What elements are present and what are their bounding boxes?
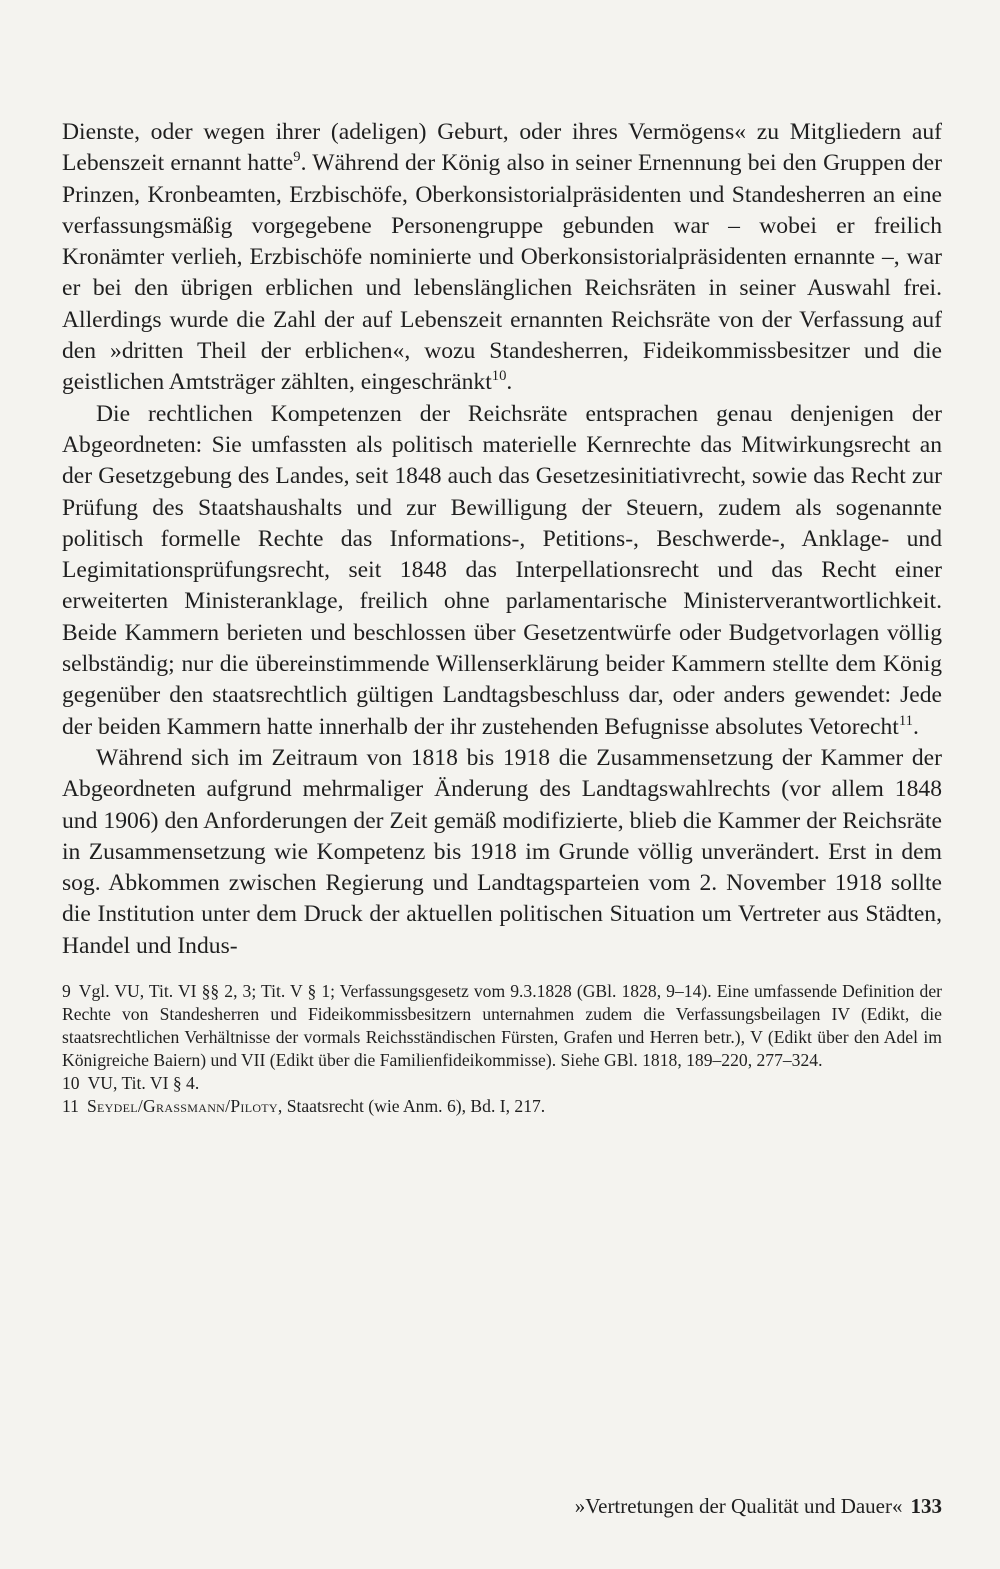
footnote-9 <box>62 980 942 1072</box>
page <box>62 117 942 1117</box>
page-number: 133 <box>910 1494 942 1518</box>
footnote-10-text: VU, Tit. VI § 4. <box>87 1072 200 1093</box>
footnote-11-author: Seydel/Grassmann/Piloty <box>86 1095 278 1116</box>
paragraph-1-continued: Während der König also in seiner Ernennung bei den Gruppen der Prinzen, Kronbeamten, Erzbischöfe, Oberkonsistorialpräsidenten und Standesherren an eine verfassungsmäßig vorgegebene Personengruppe gebunden war – wobei er freilich Kronämter verlieh, Erzbischöfe nominierte und Oberkonsistorialpräsidenten ernannte –, war er bei den übrigen erblichen und lebenslänglichen Reichsräten in seiner Auswahl frei. Allerdings wurde die Zahl der auf Lebenszeit ernannten Reichsräte von der Verfassung auf den »dritten Theil der erblichen«, wozu Standesherren, Fideikommissbesitzer und die geistlichen Amtsträger zählten, eingeschränkt <box>62 150 943 396</box>
paragraph-3-text: Während sich im Zeitraum von 1818 bis 1918 die Zusammensetzung der Kammer der Abgeordneten aufgrund mehrmaliger Änderung des Landtagswahlrechts (vor allem 1848 und 1906) den Anforderungen der Zeit gemäß modifizierte, blieb die Kammer der Reichsräte in Zusammensetzung wie Kompetenz bis 1918 im Grunde völlig unverändert. Erst in dem sog. Abkommen zwischen Regierung und Landtagsparteien vom 2. November 1918 sollte die Institution unter dem Druck der aktuellen politischen Situation um Vertreter aus Städten, Handel und Indus- <box>62 744 942 959</box>
paragraph-2-text: Die rechtlichen Kompetenzen der Reichsräte entsprachen genau denjenigen der Abgeordneten: Sie umfassten als politisch materielle Kernrechte das Mitwirkungsrecht an der Gesetzgebung des Landes, seit 1848 auch das Gesetzesinitiativrecht, sowie das Recht zur Prüfung des Staatshaushalts und zur Bewilligung der Steuern, zudem als sogenannte politisch formelle Rechte das Informations-, Petitions-, Beschwerde-, Anklage- und Legimitationsprüfungsrecht, seit 1848 das Interpellationsrecht und das Recht einer erweiterten Ministeranklage, freilich ohne parlamentarische Ministerverantwortlichkeit. Beide Kammern berieten und beschlossen über Gesetzentwürfe oder Budgetvorlagen völlig selbständig; nur die übereinstimmende Willenserklärung beider Kammern stellte dem König gegenüber den staatsrechtlich gültigen Landtagsbeschluss dar, oder anders gewendet: Jede der beiden Kammern hatte innerhalb der ihr zustehenden Befugnisse absolutes Vetorecht <box>62 400 942 740</box>
footnote-9-text: Vgl. VU, Tit. VI §§ 2, 3; Tit. V § 1; Verfassungsgesetz vom 9.3.1828 (GBl. 1828, 9–14). Eine umfassende Definition der Rechte von Standesherren und Fideikommissbesitzern unternahmen zudem die Verfassungsbeilagen IV (Edikt, die staatsrechtlichen Verhältnisse der vormals Reichsständischen Fürsten, Grafen und Herren betr.), V (Edikt über den Adel im Königreiche Baiern) und VII (Edikt über die Familienfideikommisse). Siehe GBl. 1818, 189–220, 277–324. <box>62 981 942 1070</box>
footnote-11-text: , Staatsrecht (wie Anm. 6), Bd. I, 217. <box>277 1095 546 1116</box>
paragraph-3 <box>62 743 942 962</box>
paragraph-1: Dienste, oder wegen ihrer (adeligen) Geburt, oder ihres Vermögens« zu Mitgliedern auf Lebenszeit ernannt hatte$^9$. Während der König also in seiner Ernennung bei den Gruppen der Prinzen, Kronbeamten, Erzbischöfe, Oberkonsistorialpräsidenten und Standesherren an eine verfassungsmäßig vorgegebene Personengruppe gebunden war – wobei er freilich Kronämter verlieh, Erzbischöfe nominierte und Oberkonsistorialpräsidenten ernannte –, war er bei den übrigen erblichen und lebenslänglichen Reichsräten in seiner Auswahl frei. Allerdings wurde die Zahl der auf Lebenszeit ernannten Reichsräte von der Verfassung auf den »dritten Theil der erblichen«, wozu Standesherren, Fideikommissbesitzer und die geistlichen Amtsträger zählten, eingeschränkt$^{10}$. <box>62 119 943 396</box>
footnote-10 <box>62 1072 942 1095</box>
page-footer <box>575 1493 942 1519</box>
paragraph-1-text: Dienste, oder wegen ihrer (adeligen) Geburt, oder ihres Vermögens« zu Mitgliedern auf Lebenszeit ernannt hatte <box>62 119 942 177</box>
footnote-ref-10[interactable]: 10 <box>491 368 507 385</box>
footnote-11-number: 11 <box>62 1095 79 1116</box>
footnote-ref-9[interactable]: 9 <box>293 149 301 166</box>
footnote-11 <box>62 1095 942 1118</box>
footnotes <box>62 980 942 1117</box>
footnote-ref-11[interactable]: 11 <box>898 712 913 729</box>
paragraph-2: Die rechtlichen Kompetenzen der Reichsräte entsprachen genau denjenigen der Abgeordneten: Sie umfassten als politisch materielle Kernrechte das Mitwirkungsrecht an der Gesetzgebung des Landes, seit 1848 auch das Gesetzesinitiativrecht, sowie das Recht zur Prüfung des Staatshaushalts und zur Bewilligung der Steuern, zudem als sogenannte politisch formelle Rechte das Informations-, Petitions-, Beschwerde-, Anklage- und Legimitationsprüfungsrecht, seit 1848 das Interpellationsrecht und das Recht einer erweiterten Ministeranklage, freilich ohne parlamentarische Ministerverantwortlichkeit. Beide Kammern berieten und beschlossen über Gesetzentwürfe oder Budgetvorlagen völlig selbständig; nur die übereinstimmende Willenserklärung beider Kammern stellte dem König gegenüber den staatsrechtlich gültigen Landtagsbeschluss dar, oder anders gewendet: Jede der beiden Kammern hatte innerhalb der ihr zustehenden Befugnisse absolutes Vetorecht$^{11}$. <box>62 400 942 740</box>
footnote-10-number: 10 <box>62 1072 80 1093</box>
body-text <box>62 117 942 962</box>
running-title: »Vertretungen der Qualität und Dauer« <box>574 1494 903 1518</box>
footnote-9-number: 9 <box>62 981 71 1002</box>
